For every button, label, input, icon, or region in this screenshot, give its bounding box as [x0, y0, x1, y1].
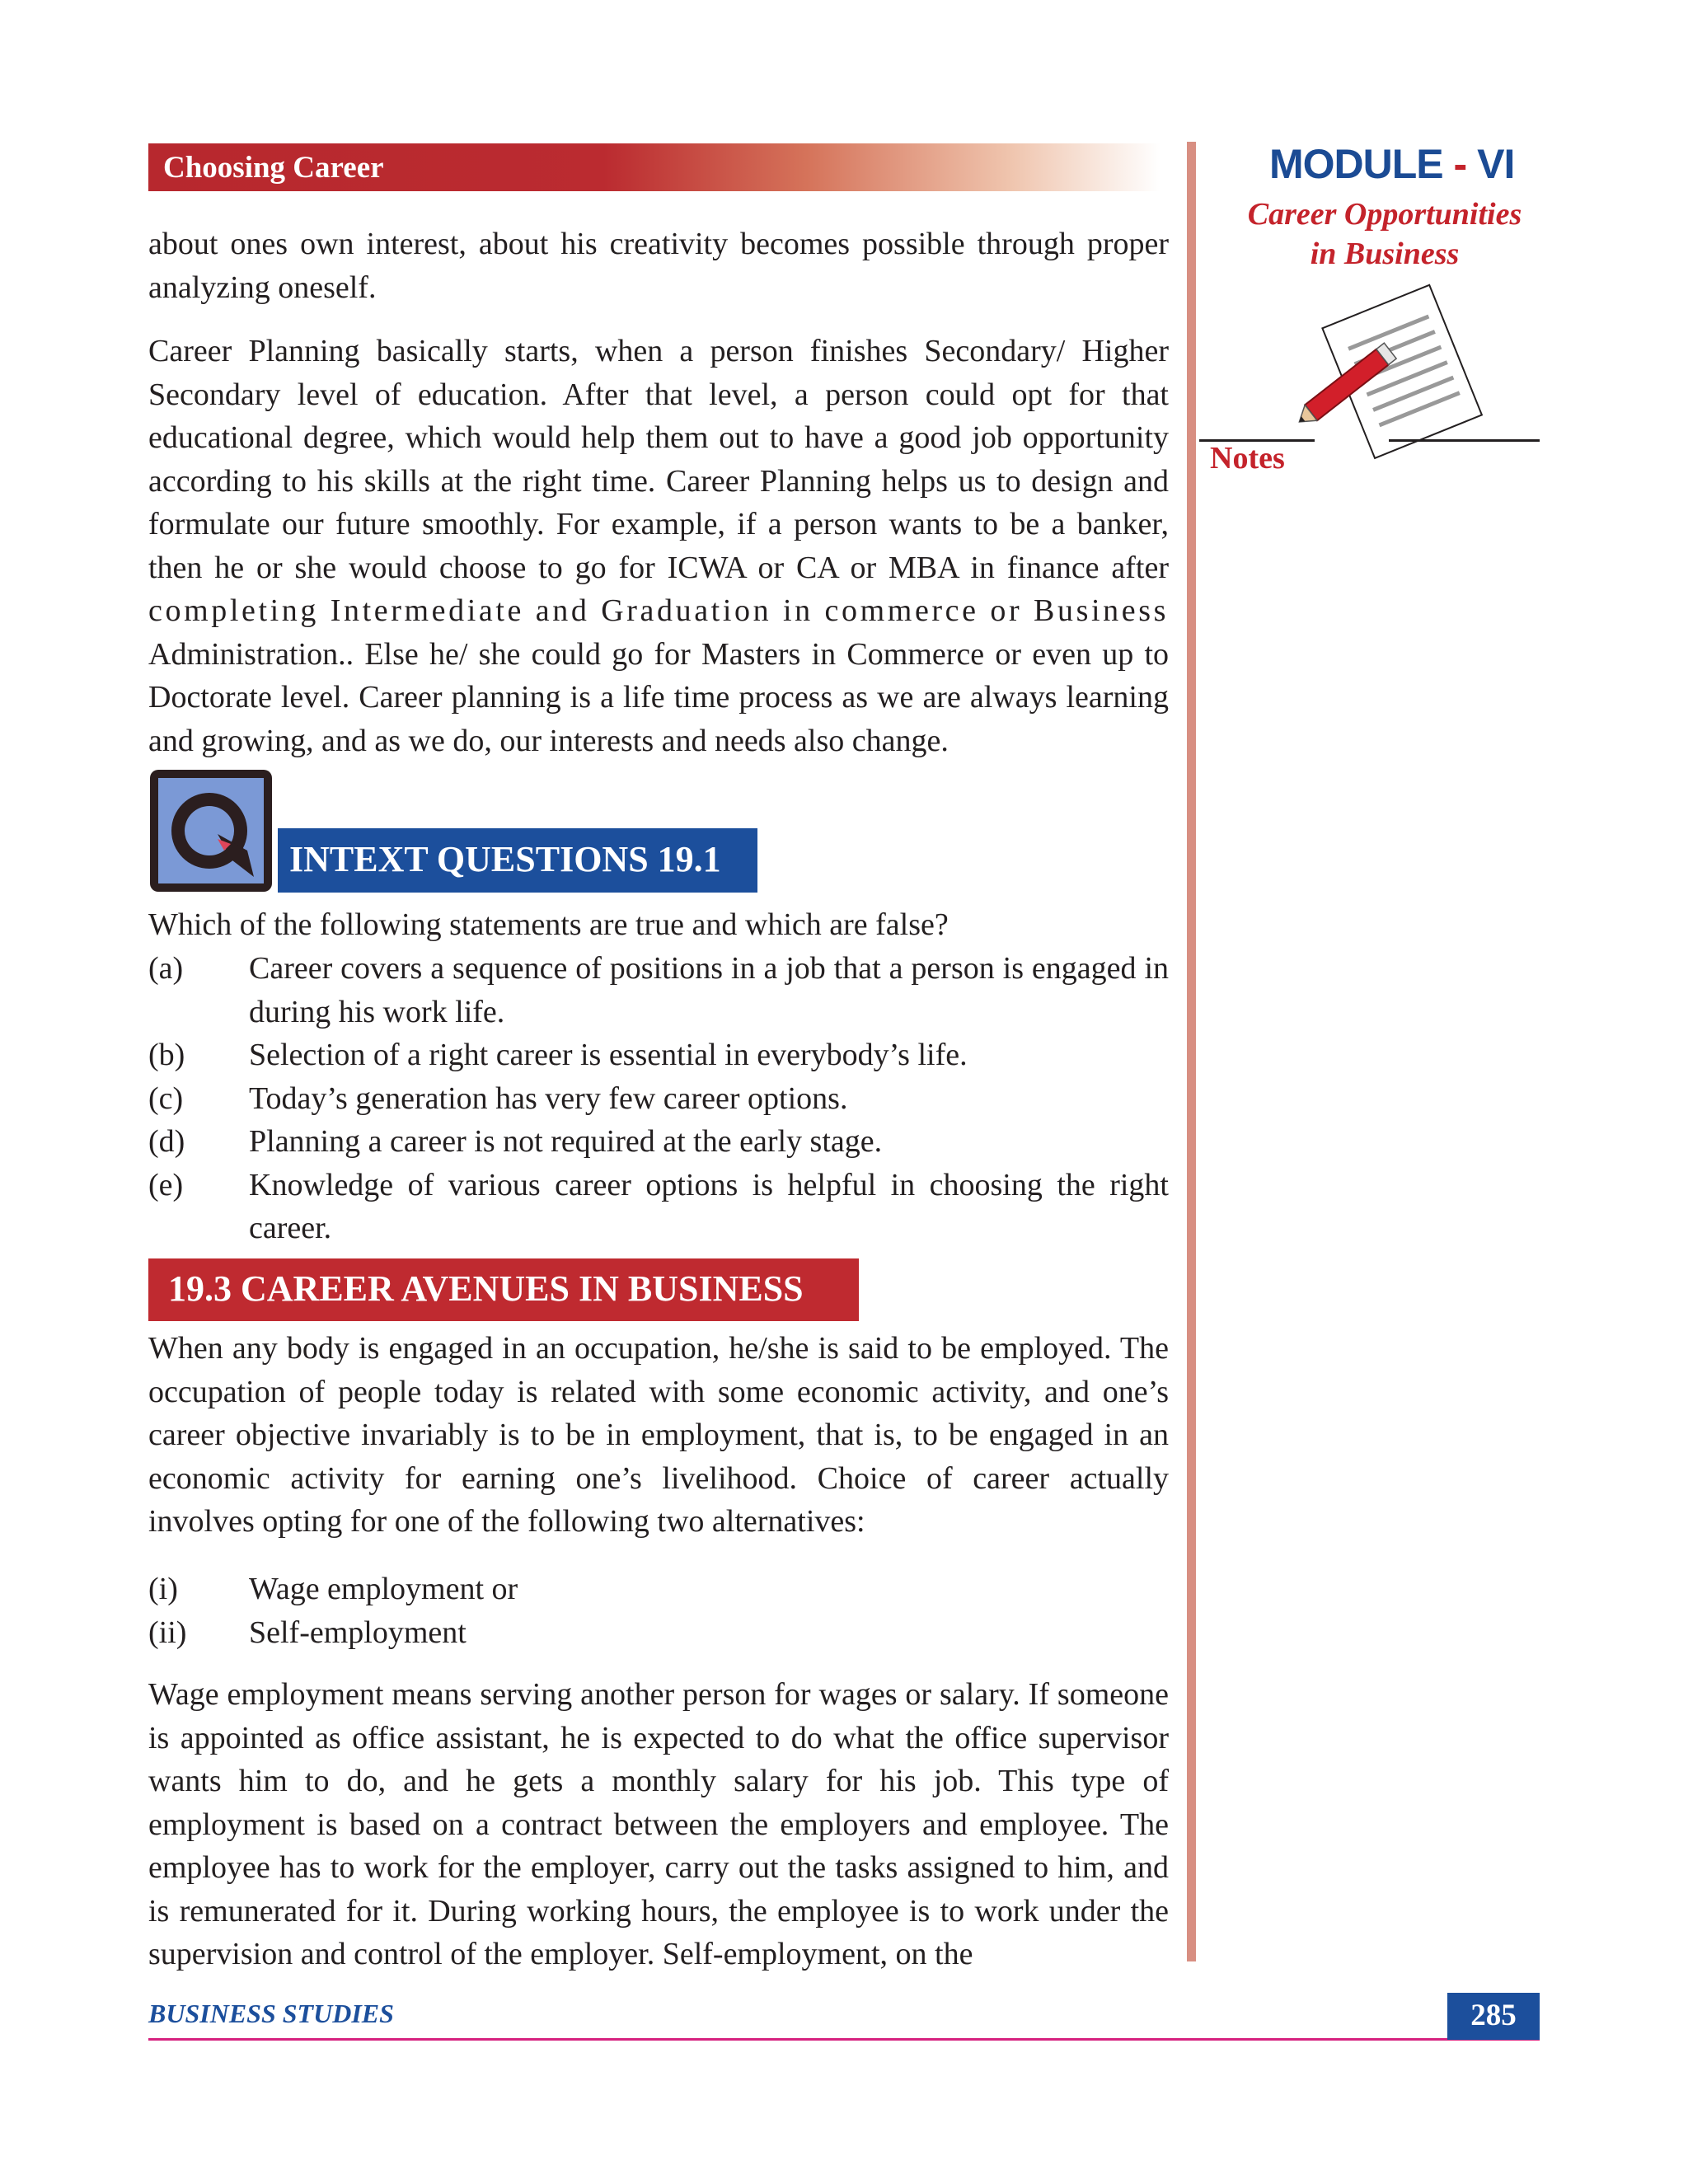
question-text: Planning a career is not required at the early stage.	[249, 1124, 883, 1159]
question-item	[148, 1033, 1169, 1077]
notes-rule-right	[1389, 439, 1540, 442]
footer-rule	[148, 2038, 1540, 2041]
sidebar-divider	[1187, 142, 1196, 1961]
notes-label: Notes	[1210, 441, 1285, 476]
paragraph-continuation: about ones own interest, about his creativity becomes possible through proper analyzing oneself.	[148, 227, 1169, 305]
alternative-text: Self-employment	[249, 1615, 467, 1650]
question-item	[148, 1077, 1169, 1121]
question-item	[148, 947, 1169, 1033]
question-label: (b)	[148, 1038, 185, 1072]
question-text: Today’s generation has very few career options.	[249, 1080, 848, 1116]
question-item	[148, 1164, 1169, 1250]
paragraph-career-planning-part-3: Administration.. Else he/ she could go for Masters in Commerce or even up to Doctorate level. Career planning is a life time process as we are always learning and growing, and as we do, our interests and needs also change.	[148, 636, 1169, 758]
module-subtitle	[1203, 194, 1566, 274]
alternatives-list	[148, 1568, 518, 1654]
page-number-box	[1447, 1993, 1540, 2040]
questions-list	[148, 947, 1169, 1250]
chapter-header-bar	[148, 143, 1160, 191]
paragraph-career-planning	[148, 330, 1169, 762]
intext-questions-banner	[278, 828, 757, 893]
module-title	[1269, 140, 1514, 188]
alternative-text: Wage employment or	[249, 1572, 518, 1606]
intext-questions-title: INTEXT QUESTIONS 19.1	[289, 839, 721, 879]
module-subtitle-line-2: in Business	[1310, 237, 1460, 271]
question-item	[148, 1120, 1169, 1164]
alternative-label: (ii)	[148, 1615, 187, 1650]
paragraph-career-planning-part-2: completing Intermediate and Graduation in commerce or Business	[148, 593, 1169, 628]
section-heading: 19.3 CAREER AVENUES IN BUSINESS	[168, 1268, 804, 1309]
alternative-item	[148, 1611, 518, 1655]
alternative-item	[148, 1568, 518, 1611]
module-subtitle-line-1: Career Opportunities	[1247, 197, 1522, 232]
module-separator: -	[1442, 141, 1478, 187]
module-number: VI	[1477, 141, 1515, 187]
section-heading-bar	[148, 1258, 859, 1321]
paragraph-career-planning-part-1: Career Planning basically starts, when a person finishes Secondary/ Higher Secondary level of education. After that level, a person could opt for that educational degree, which would help them out to have a good job opportunity according to his skills at the right time. Career Planning helps us to design and formulate our future smoothly. For example, if a person wants to be a banker, then he or she would choose to go for ICWA or CA or MBA in finance after	[148, 334, 1169, 585]
question-label: (d)	[148, 1124, 185, 1159]
question-q-icon	[148, 768, 274, 893]
module-word: MODULE	[1269, 141, 1443, 187]
question-label: (a)	[148, 951, 184, 986]
question-text: Knowledge of various career options is helpful in choosing the right career.	[249, 1167, 1169, 1245]
question-text: Selection of a right career is essential in everybody’s life.	[249, 1038, 968, 1072]
question-label: (e)	[148, 1167, 184, 1202]
chapter-header-label: Choosing Career	[163, 151, 384, 185]
page-number: 285	[1470, 1999, 1517, 2032]
footer-subject: BUSINESS STUDIES	[148, 1999, 394, 2028]
paragraph-employment: When any body is engaged in an occupation, he/she is said to be employed. The occupation of people today is related with some economic activity, and one’s career objective invariably is to be in employment, that is, to be engaged in an economic activity for earning one’s livelihood. Choice of career actually involves opting for one of the following two alternatives:	[148, 1331, 1169, 1539]
paragraph-wage-employment: Wage employment means serving another person for wages or salary. If someone is appointed as office assistant, he is expected to do what the office supervisor wants him to do, and he gets a monthly salary for his job. This type of employment is based on a contract between the employers and employee. The employee has to work for the employer, carry out the tasks assigned to him, and is remunerated for it. During working hours, the employee is to work under the supervision and control of the employer. Self-employment, on the	[148, 1677, 1169, 1971]
questions-intro: Which of the following statements are true and which are false?	[148, 907, 949, 942]
alternative-label: (i)	[148, 1572, 178, 1606]
question-label: (c)	[148, 1080, 184, 1116]
question-text: Career covers a sequence of positions in a job that a person is engaged in during his work life.	[249, 951, 1169, 1029]
